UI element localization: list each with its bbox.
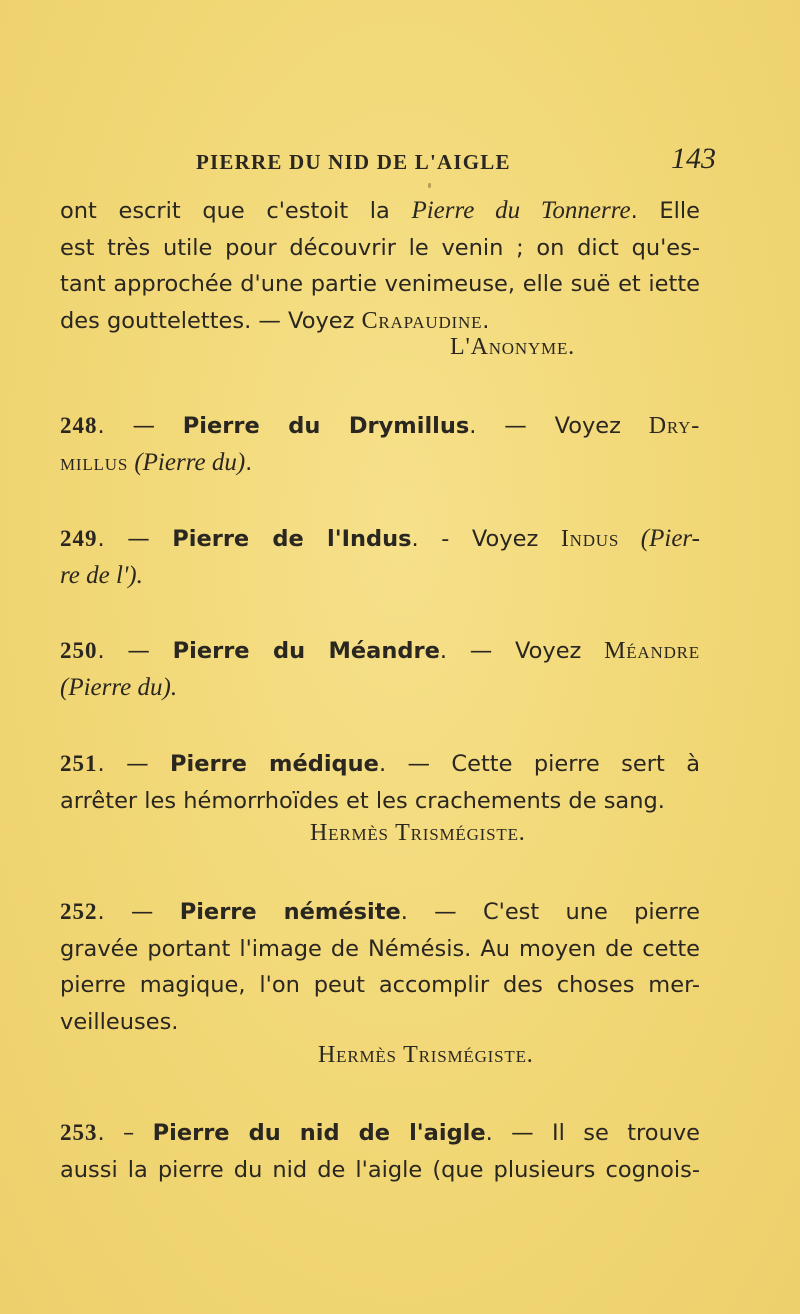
text-line: est très utile pour découvrir le venin ; on dict qu'es- xyxy=(60,234,700,261)
text-line: veilleuses. xyxy=(60,1008,179,1035)
text-line: des gouttelettes. — Voyez Crapaudine. xyxy=(60,307,490,334)
text-line: re de l'). xyxy=(60,561,143,589)
entry-heading: 249. — Pierre de l'Indus. - Voyez Indus (Pier- xyxy=(60,525,700,552)
text-line: aussi la pierre du nid de l'aigle (que plusieurs cognois- xyxy=(60,1156,700,1183)
running-title: PIERRE DU NID DE L'AIGLE xyxy=(196,150,511,174)
text-line: arrêter les hémorrhoïdes et les crachements de sang. xyxy=(60,787,665,814)
author-signature: Hermès Trismégiste. xyxy=(318,1042,534,1068)
entry-heading: 253. – Pierre du nid de l'aigle. — Il se trouve xyxy=(60,1120,700,1146)
entry-heading: 252. — Pierre némésite. — C'est une pierre xyxy=(60,899,700,925)
entry-number: 252 xyxy=(60,899,98,924)
entry-251 xyxy=(60,746,700,819)
entry-title: Pierre némésite xyxy=(179,899,401,925)
author-signature: L'Anonyme. xyxy=(450,334,575,360)
entry-heading: 248. — Pierre du Drymillus. — Voyez Dry- xyxy=(60,413,700,439)
intro-paragraph xyxy=(60,193,700,339)
entry-title: Pierre du Méandre xyxy=(172,638,440,664)
text-line: ont escrit que c'estoit la Pierre du Tonnerre. Elle xyxy=(60,197,700,224)
entry-title: Pierre du Drymillus xyxy=(182,413,470,439)
ink-speck xyxy=(428,183,431,188)
entry-heading: 251. — Pierre médique. — Cette pierre sert à xyxy=(60,751,700,777)
entry-252 xyxy=(60,894,700,1040)
entry-number: 248 xyxy=(60,413,98,438)
entry-250 xyxy=(60,633,700,706)
entry-title: Pierre médique xyxy=(170,751,379,777)
text-line: (Pierre du). xyxy=(60,673,178,701)
entry-title: Pierre du nid de l'aigle xyxy=(152,1120,486,1146)
entry-248 xyxy=(60,408,700,481)
text-line: tant approchée d'une partie venimeuse, elle suë et iette xyxy=(60,271,700,297)
text-line: pierre magique, l'on peut accomplir des choses mer- xyxy=(60,972,700,998)
entry-253 xyxy=(60,1115,700,1188)
running-header xyxy=(196,142,716,188)
text-line: millus (Pierre du). xyxy=(60,448,253,476)
text-line: gravée portant l'image de Némésis. Au moyen de cette xyxy=(60,935,700,962)
entry-number: 251 xyxy=(60,751,98,776)
entry-heading: 250. — Pierre du Méandre. — Voyez Méandre xyxy=(60,638,700,664)
entry-number: 253 xyxy=(60,1120,98,1145)
entry-number: 250 xyxy=(60,638,98,663)
page-number: 143 xyxy=(671,142,716,175)
author-signature: Hermès Trismégiste. xyxy=(310,820,526,846)
entry-title: Pierre de l'Indus xyxy=(172,526,412,552)
entry-249 xyxy=(60,521,700,594)
entry-number: 249 xyxy=(60,526,98,551)
